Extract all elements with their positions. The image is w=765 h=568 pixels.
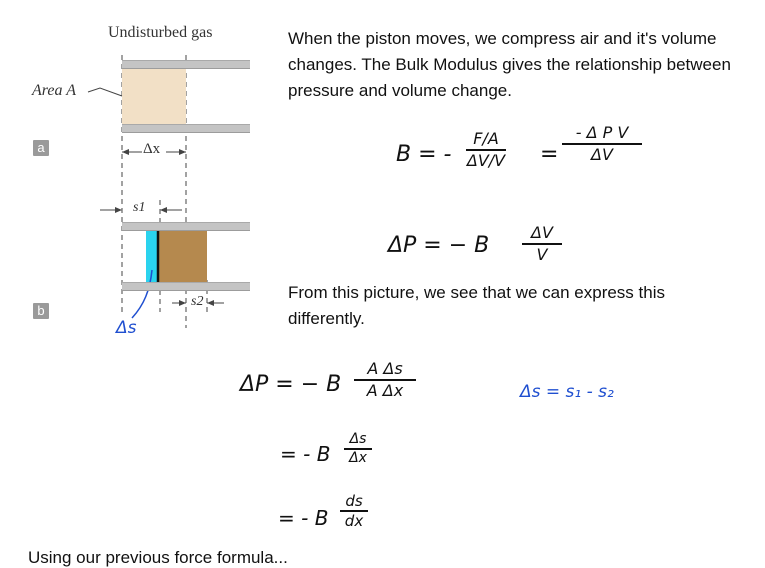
bulk-fraction-2 xyxy=(562,124,642,164)
dp-num: ΔV xyxy=(531,223,553,242)
s2-label: s2 xyxy=(191,294,204,309)
piston-diagram xyxy=(0,0,260,350)
pipe-top-upper xyxy=(122,60,250,69)
paragraph-bulk-modulus: When the piston moves, we compress air and it's volume changes. The Bulk Modulus gives the relationship between pressure and volume change. xyxy=(288,29,731,100)
bulk-num2: - Δ P V xyxy=(575,123,629,142)
pipe-bottom-upper xyxy=(122,222,250,231)
bulk-den2: ΔV xyxy=(591,144,613,164)
line2-den: Δx xyxy=(349,449,367,466)
dp-eq-lhs: ΔP = − B xyxy=(388,233,490,258)
dp-fraction xyxy=(522,224,562,264)
pipe-bottom-lower xyxy=(122,282,250,291)
bulk-eq-equals: = xyxy=(540,142,559,167)
delta-x-label: Δx xyxy=(143,141,161,157)
cutoff-text: Using our previous force formula... xyxy=(28,548,288,567)
line2-fraction xyxy=(344,432,372,466)
line3-num: ds xyxy=(345,492,363,510)
line3-fraction xyxy=(340,493,368,529)
paragraph-express-differently: From this picture, we see that we can express this differently. xyxy=(288,283,665,328)
undisturbed-gas-region xyxy=(122,68,186,124)
badge-a: a xyxy=(33,140,49,156)
s1-label: s1 xyxy=(133,200,146,215)
line1-den: A Δx xyxy=(366,380,404,400)
undisturbed-gas-label: Undisturbed gas xyxy=(108,24,213,41)
bulk-num: F/A xyxy=(473,129,499,148)
line1-num: A Δs xyxy=(367,359,403,378)
line2-lhs: = - B xyxy=(280,442,331,466)
bulk-den: ΔV/V xyxy=(466,150,506,170)
bulk-fraction-1 xyxy=(466,130,506,170)
pipe-top-lower xyxy=(122,124,250,133)
line2-num: Δs xyxy=(349,431,367,447)
compressed-gas-region xyxy=(158,230,207,282)
line1-lhs: ΔP = − B xyxy=(240,372,342,397)
line3-den: dx xyxy=(344,511,364,530)
area-label: Area A xyxy=(32,82,76,99)
dp-den: V xyxy=(536,244,548,264)
line1-fraction xyxy=(354,360,416,400)
delta-s-annotation: Δs xyxy=(116,318,137,338)
ds-definition: Δs = s₁ - s₂ xyxy=(520,382,614,402)
badge-b: b xyxy=(33,303,49,319)
bulk-eq-lhs: B = - xyxy=(396,142,452,167)
line3-lhs: = - B xyxy=(278,506,329,530)
